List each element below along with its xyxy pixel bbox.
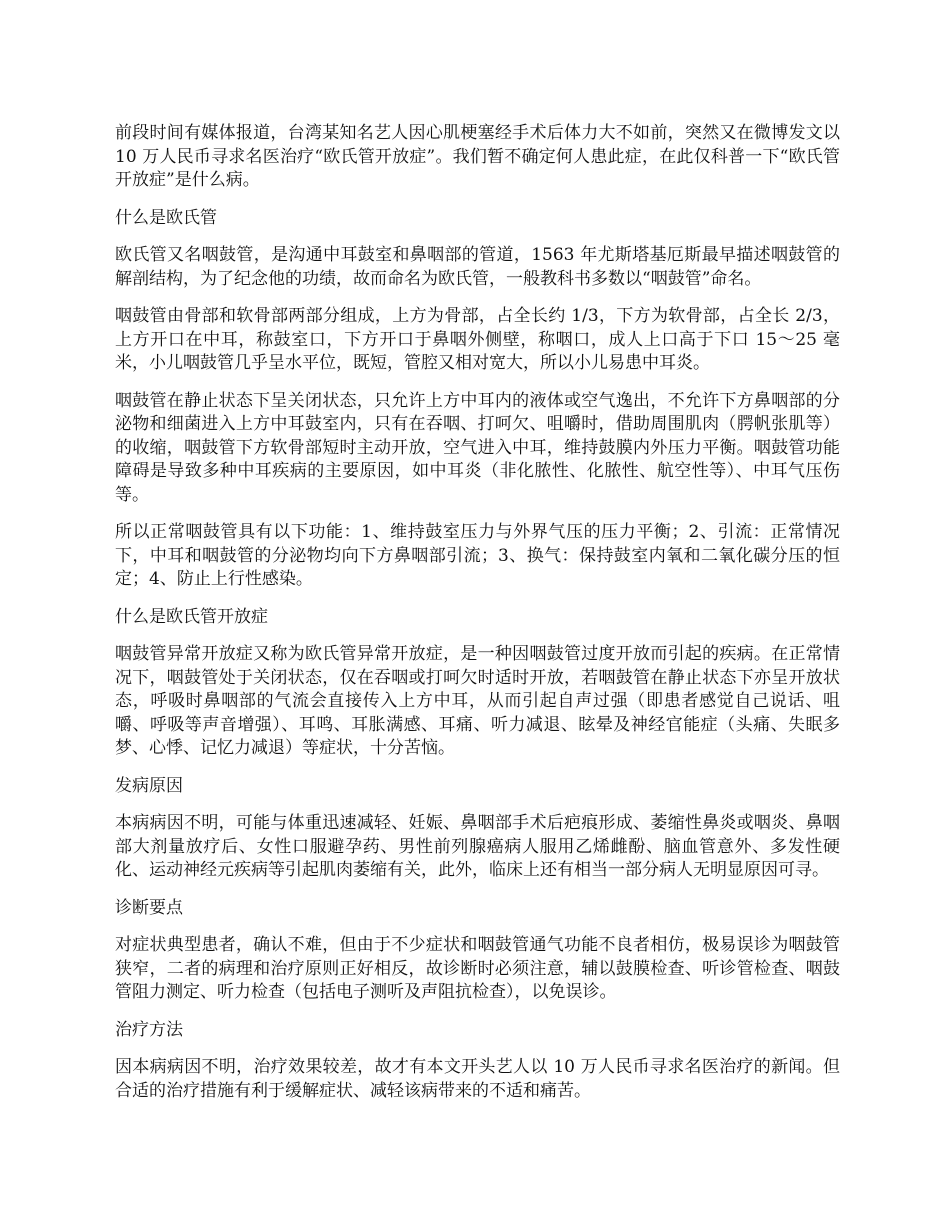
paragraph-treatment: 因本病病因不明，治疗效果较差，故才有本文开头艺人以 10 万人民币寻求名医治疗的新闻。但合适的治疗措施有利于缓解症状、减轻该病带来的不适和痛苦。 xyxy=(115,1057,840,1101)
section-heading-patulous-eustachian-tube: 什么是欧氏管开放症 xyxy=(115,606,268,627)
section-heading-what-is-eustachian-tube: 什么是欧氏管 xyxy=(115,207,217,228)
paragraph-patulous-definition: 咽鼓管异常开放症又称为欧氏管异常开放症，是一种因咽鼓管过度开放而引起的疾病。在正常情况下，咽鼓管处于关闭状态，仅在吞咽或打呵欠时适时开放，若咽鼓管在静止状态下亦呈开放状态，呼吸时鼻咽部的气流会直接传入上方中耳，从而引起自声过强（即患者感觉自己说话、咀嚼、呼吸等声音增强）、耳鸣、耳胀满感、耳痛、听力减退、眩晕及神经官能症（头痛、失眠多梦、心悸、记忆力减退）等症状，十分苦恼。 xyxy=(115,644,840,758)
paragraph-normal-functions-list: 所以正常咽鼓管具有以下功能：1、维持鼓室压力与外界气压的压力平衡；2、引流：正常情况下，中耳和咽鼓管的分泌物均向下方鼻咽部引流；3、换气：保持鼓室内氧和二氧化碳分压的恒定；4、防止上行性感染。 xyxy=(115,522,840,589)
section-heading-treatment: 治疗方法 xyxy=(115,1019,183,1040)
paragraph-eustachian-tube-function: 咽鼓管在静止状态下呈关闭状态，只允许上方中耳内的液体或空气逸出，不允许下方鼻咽部的分泌物和细菌进入上方中耳鼓室内，只有在吞咽、打呵欠、咀嚼时，借助周围肌肉（腭帆张肌等）的收缩，咽鼓管下方软骨部短时主动开放，空气进入中耳，维持鼓膜内外压力平衡。咽鼓管功能障碍是导致多种中耳疾病的主要原因，如中耳炎（非化脓性、化脓性、航空性等）、中耳气压伤等。 xyxy=(115,390,840,505)
article-body xyxy=(115,122,840,1117)
paragraph-eustachian-tube-definition: 欧氏管又名咽鼓管，是沟通中耳鼓室和鼻咽部的管道，1563 年尤斯塔基厄斯最早描述咽鼓管的解剖结构，为了纪念他的功绩，故而命名为欧氏管，一般教科书多数以“咽鼓管”命名。 xyxy=(115,245,840,289)
paragraph-eustachian-tube-structure: 咽鼓管由骨部和软骨部两部分组成，上方为骨部，占全长约 1/3，下方为软骨部，占全长 2/3，上方开口在中耳，称鼓室口，下方开口于鼻咽外侧壁，称咽口，成人上口高于下口 15～25 毫米，小儿咽鼓管几乎呈水平位，既短，管腔又相对宽大，所以小儿易患中耳炎。 xyxy=(115,306,840,373)
paragraph-diagnosis: 对症状典型患者，确认不难，但由于不少症状和咽鼓管通气功能不良者相仿，极易误诊为咽鼓管狭窄，二者的病理和治疗原则正好相反，故诊断时必须注意，辅以鼓膜检查、听诊管检查、咽鼓管阻力测定、听力检查（包括电子测听及声阻抗检查），以免误诊。 xyxy=(115,935,840,1002)
intro-paragraph: 前段时间有媒体报道，台湾某知名艺人因心肌梗塞经手术后体力大不如前，突然又在微博发文以 10 万人民币寻求名医治疗“欧氏管开放症”。我们暂不确定何人患此症，在此仅科普一下“欧氏管开放症”是什么病。 xyxy=(115,123,840,190)
section-heading-causes: 发病原因 xyxy=(115,775,183,796)
section-heading-diagnosis: 诊断要点 xyxy=(115,897,183,918)
paragraph-causes: 本病病因不明，可能与体重迅速减轻、妊娠、鼻咽部手术后疤痕形成、萎缩性鼻炎或咽炎、鼻咽部大剂量放疗后、女性口服避孕药、男性前列腺癌病人服用乙烯雌酚、脑血管意外、多发性硬化、运动神经元疾病等引起肌肉萎缩有关，此外，临床上还有相当一部分病人无明显原因可寻。 xyxy=(115,813,840,880)
